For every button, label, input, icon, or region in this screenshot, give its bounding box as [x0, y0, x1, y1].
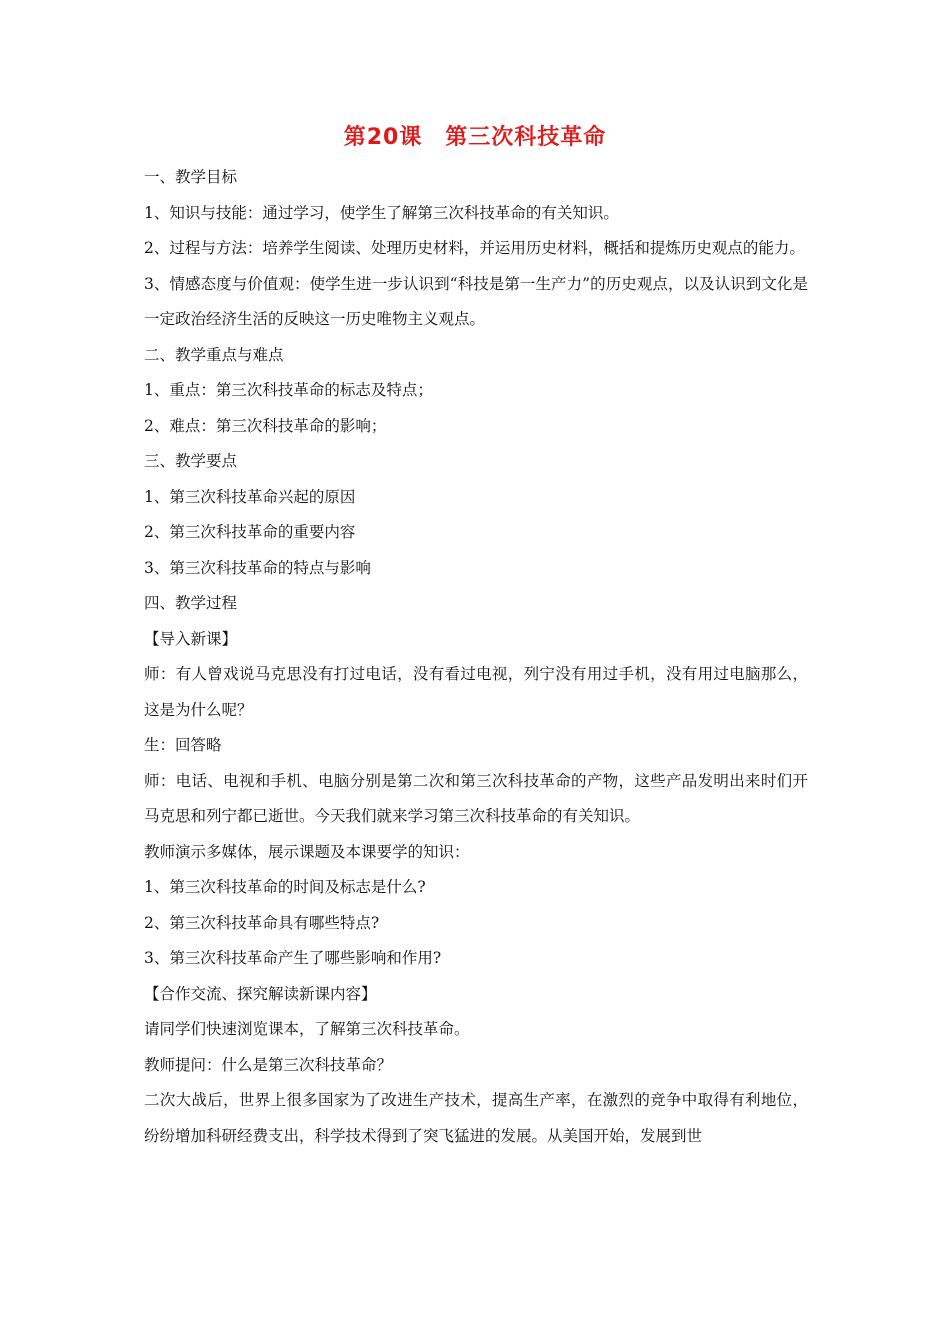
paragraph: 教师演示多媒体，展示课题及本课要学的知识： — [144, 842, 470, 861]
section-heading: 三、教学要点 — [144, 452, 238, 470]
paragraph: 教师提问：什么是第三次科技革命？ — [144, 1055, 393, 1074]
paragraph: 生：回答略 — [144, 736, 222, 754]
paragraph: 请同学们快速浏览课本，了解第三次科技革命。 — [144, 1020, 470, 1038]
subsection-heading: 【导入新课】 — [144, 629, 238, 648]
subsection-heading: 【合作交流、探究解读新课内容】 — [144, 984, 377, 1003]
paragraph: 3、第三次科技革命的特点与影响 — [144, 558, 371, 577]
paragraph: 1、重点：第三次科技革命的标志及特点； — [144, 381, 433, 399]
paragraph: 1、知识与技能：通过学习，使学生了解第三次科技革命的有关知识。 — [144, 203, 619, 222]
paragraph: 3、情感态度与价值观：使学生进一步认识到“科技是第一生产力”的历史观点，以及认识到文化是一定政治经济生活的反映这一历史唯物主义观点。 — [144, 274, 808, 328]
paragraph: 2、难点：第三次科技革命的影响； — [144, 416, 387, 435]
section-heading: 二、教学重点与难点 — [144, 345, 284, 364]
paragraph: 3、第三次科技革命产生了哪些影响和作用? — [144, 949, 442, 967]
paragraph: 二次大战后，世界上很多国家为了改进生产技术，提高生产率，在激烈的竞争中取得有利地位，纷纷增加科研经费支出，科学技术得到了突飞猛进的发展。从美国开始，发展到世 — [144, 1091, 808, 1145]
section-heading: 四、教学过程 — [144, 594, 238, 612]
paragraph: 师：有人曾戏说马克思没有打过电话，没有看过电视，列宁没有用过手机，没有用过电脑那么，这是为什么呢？ — [144, 665, 808, 719]
paragraph: 1、第三次科技革命兴起的原因 — [144, 487, 356, 506]
paragraph: 师：电话、电视和手机、电脑分别是第二次和第三次科技革命的产物，这些产品发明出来时们开马克思和列宁都已逝世。今天我们就来学习第三次科技革命的有关知识。 — [144, 771, 808, 825]
paragraph: 2、第三次科技革命的重要内容 — [144, 523, 356, 541]
page-title: 第20课 第三次科技革命 — [343, 125, 607, 150]
paragraph: 1、第三次科技革命的时间及标志是什么? — [144, 878, 426, 896]
section-heading: 一、教学目标 — [144, 168, 238, 186]
document-body — [144, 160, 808, 1154]
paragraph: 2、过程与方法：培养学生阅读、处理历史材料，并运用历史材料，概括和提炼历史观点的能力。 — [144, 239, 805, 257]
paragraph: 2、第三次科技革命具有哪些特点? — [144, 913, 380, 932]
